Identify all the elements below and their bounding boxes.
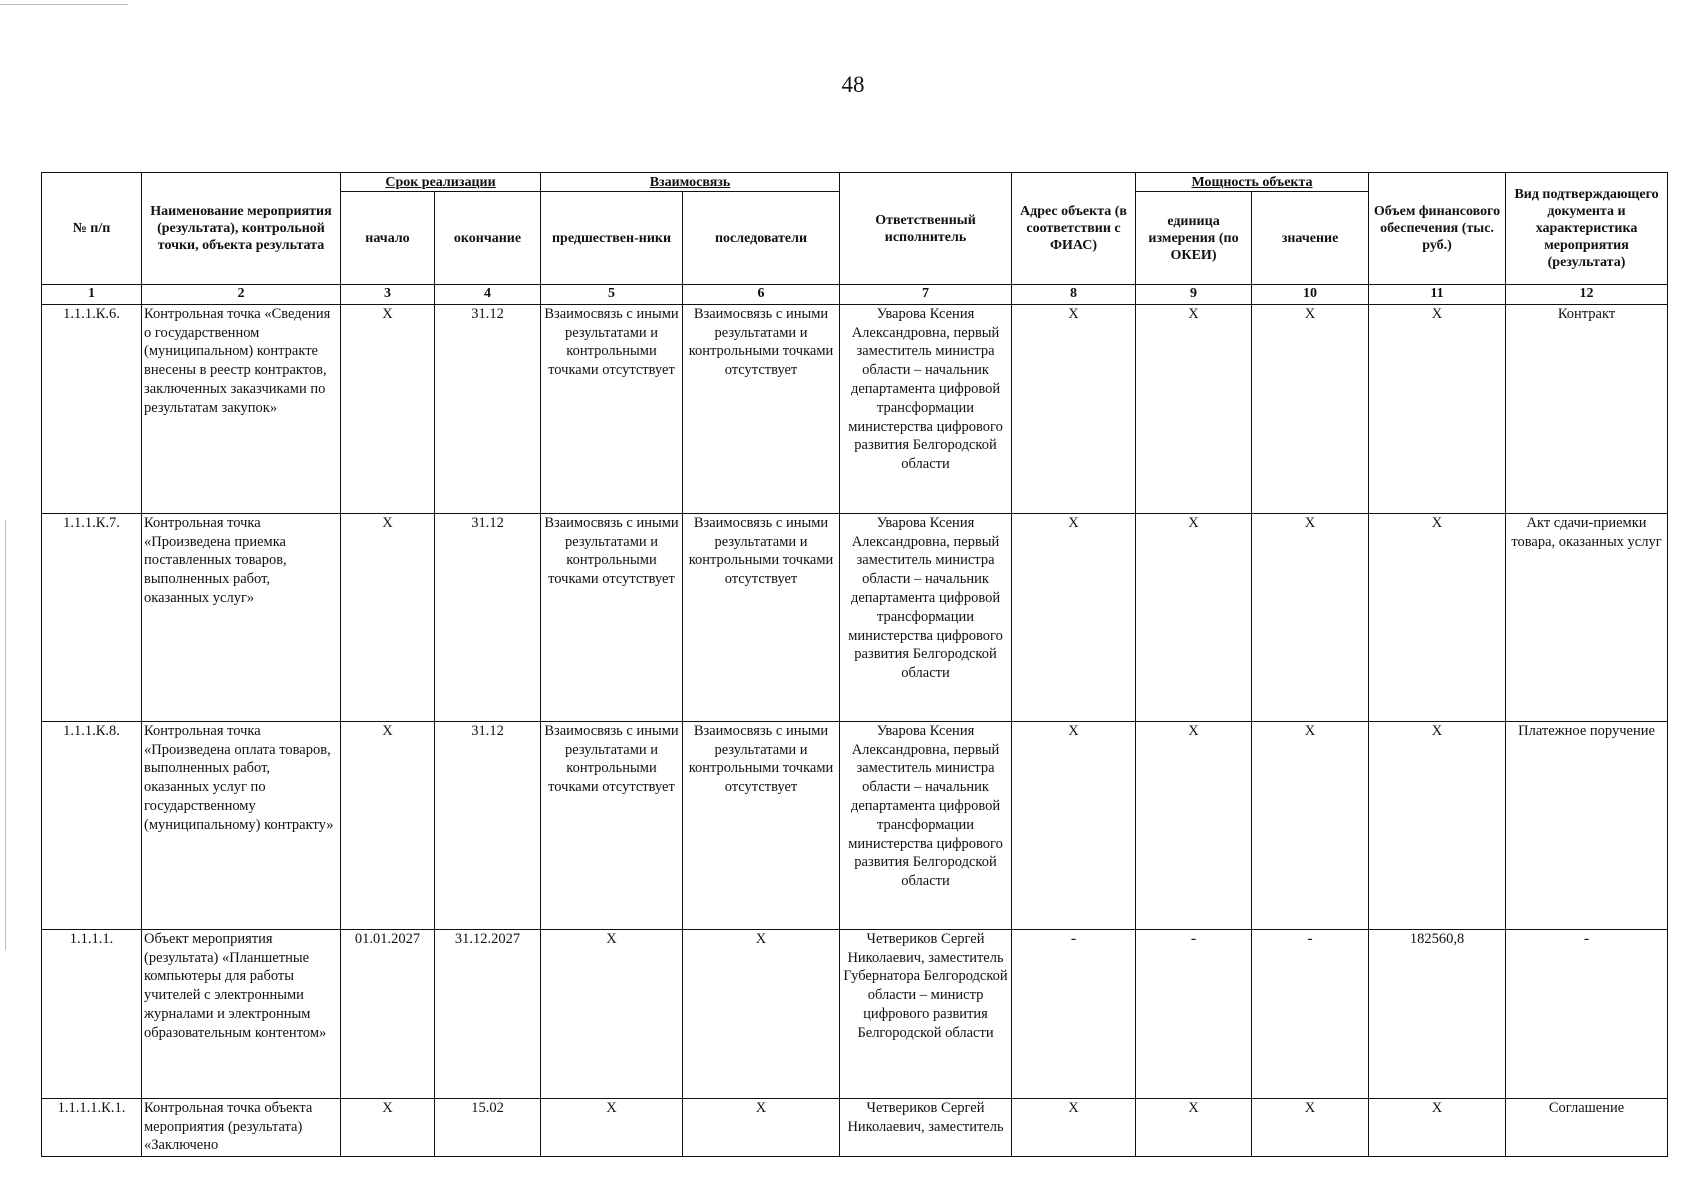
row-unit: X	[1136, 721, 1252, 929]
header-group-link: Взаимосвязь	[541, 173, 840, 192]
row-start: X	[341, 513, 435, 721]
table-row	[42, 304, 1668, 513]
row-unit: X	[1136, 513, 1252, 721]
row-value: X	[1252, 1098, 1369, 1156]
row-address: -	[1012, 929, 1136, 1098]
row-address: X	[1012, 513, 1136, 721]
margin-rule	[5, 520, 6, 950]
header-successors: последователи	[683, 192, 840, 285]
header-group-capacity: Мощность объекта	[1136, 173, 1369, 192]
header-finance: Объем финансового обеспечения (тыс. руб.)	[1369, 173, 1506, 285]
row-finance: X	[1369, 513, 1506, 721]
row-successors: X	[683, 1098, 840, 1156]
row-unit: X	[1136, 304, 1252, 513]
row-name: Контрольная точка «Произведена оплата товаров, выполненных работ, оказанных услуг по государственному (муниципальному) контракту»	[142, 721, 341, 929]
header-responsible: Ответственный исполнитель	[840, 173, 1012, 285]
row-predecessors: Взаимосвязь с иными результатами и контрольными точками отсутствует	[541, 513, 683, 721]
row-predecessors: X	[541, 1098, 683, 1156]
header-predecessors: предшествен-ники	[541, 192, 683, 285]
row-document: Платежное поручение	[1506, 721, 1668, 929]
plan-table	[41, 172, 1668, 1157]
row-end: 31.12	[435, 304, 541, 513]
column-number: 7	[840, 285, 1012, 305]
header-row-1	[42, 173, 1668, 192]
column-numbers-row	[42, 285, 1668, 305]
table-row	[42, 721, 1668, 929]
row-number: 1.1.1.К.6.	[42, 304, 142, 513]
row-name: Контрольная точка «Сведения о государственном (муниципальном) контракте внесены в реестр контрактов, заключенных заказчиками по результатам закупок»	[142, 304, 341, 513]
row-number: 1.1.1.К.7.	[42, 513, 142, 721]
row-successors: X	[683, 929, 840, 1098]
row-responsible: Четвериков Сергей Николаевич, заместитель Губернатора Белгородской области – министр цифрового развития Белгородской области	[840, 929, 1012, 1098]
row-start: X	[341, 304, 435, 513]
row-successors: Взаимосвязь с иными результатами и контрольными точками отсутствует	[683, 513, 840, 721]
header-num: № п/п	[42, 173, 142, 285]
row-unit: -	[1136, 929, 1252, 1098]
row-document: -	[1506, 929, 1668, 1098]
row-finance: X	[1369, 304, 1506, 513]
row-number: 1.1.1.1.К.1.	[42, 1098, 142, 1156]
column-number: 2	[142, 285, 341, 305]
column-number: 4	[435, 285, 541, 305]
row-finance: X	[1369, 721, 1506, 929]
row-document: Соглашение	[1506, 1098, 1668, 1156]
table-row	[42, 929, 1668, 1098]
column-number: 3	[341, 285, 435, 305]
column-number: 10	[1252, 285, 1369, 305]
column-number: 11	[1369, 285, 1506, 305]
row-finance: X	[1369, 1098, 1506, 1156]
row-successors: Взаимосвязь с иными результатами и контрольными точками отсутствует	[683, 721, 840, 929]
row-unit: X	[1136, 1098, 1252, 1156]
header-start: начало	[341, 192, 435, 285]
row-predecessors: Взаимосвязь с иными результатами и контрольными точками отсутствует	[541, 721, 683, 929]
column-number: 1	[42, 285, 142, 305]
header-document: Вид подтверждающего документа и характеристика мероприятия (результата)	[1506, 173, 1668, 285]
row-document: Контракт	[1506, 304, 1668, 513]
row-value: X	[1252, 513, 1369, 721]
row-address: X	[1012, 721, 1136, 929]
row-name: Контрольная точка «Произведена приемка поставленных товаров, выполненных работ, оказанных услуг»	[142, 513, 341, 721]
row-finance: 182560,8	[1369, 929, 1506, 1098]
header-group-period: Срок реализации	[341, 173, 541, 192]
column-number: 9	[1136, 285, 1252, 305]
header-unit: единица измерения (по ОКЕИ)	[1136, 192, 1252, 285]
row-address: X	[1012, 1098, 1136, 1156]
row-number: 1.1.1.К.8.	[42, 721, 142, 929]
row-end: 31.12	[435, 513, 541, 721]
header-name: Наименование мероприятия (результата), контрольной точки, объекта результата	[142, 173, 341, 285]
row-value: -	[1252, 929, 1369, 1098]
column-number: 12	[1506, 285, 1668, 305]
row-end: 31.12.2027	[435, 929, 541, 1098]
row-end: 15.02	[435, 1098, 541, 1156]
table-row	[42, 513, 1668, 721]
row-end: 31.12	[435, 721, 541, 929]
row-responsible: Уварова Ксения Александровна, первый заместитель министра области – начальник департамента цифровой трансформации министерства цифрового развития Белгородской области	[840, 304, 1012, 513]
row-start: X	[341, 721, 435, 929]
corner-mark	[0, 4, 128, 5]
row-value: X	[1252, 721, 1369, 929]
row-name: Объект мероприятия (результата) «Планшетные компьютеры для работы учителей с электронными журналами и электронным образовательным контентом»	[142, 929, 341, 1098]
header-value: значение	[1252, 192, 1369, 285]
column-number: 5	[541, 285, 683, 305]
table-row	[42, 1098, 1668, 1156]
page-number: 48	[841, 72, 865, 97]
row-predecessors: Взаимосвязь с иными результатами и контрольными точками отсутствует	[541, 304, 683, 513]
row-value: X	[1252, 304, 1369, 513]
header-address: Адрес объекта (в соответствии с ФИАС)	[1012, 173, 1136, 285]
column-number: 8	[1012, 285, 1136, 305]
row-address: X	[1012, 304, 1136, 513]
row-responsible: Уварова Ксения Александровна, первый заместитель министра области – начальник департамента цифровой трансформации министерства цифрового развития Белгородской области	[840, 513, 1012, 721]
row-successors: Взаимосвязь с иными результатами и контрольными точками отсутствует	[683, 304, 840, 513]
header-end: окончание	[435, 192, 541, 285]
row-start: X	[341, 1098, 435, 1156]
row-number: 1.1.1.1.	[42, 929, 142, 1098]
row-name: Контрольная точка объекта мероприятия (результата) «Заключено	[142, 1098, 341, 1156]
column-number: 6	[683, 285, 840, 305]
row-responsible: Уварова Ксения Александровна, первый заместитель министра области – начальник департамента цифровой трансформации министерства цифрового развития Белгородской области	[840, 721, 1012, 929]
row-document: Акт сдачи-приемки товара, оказанных услуг	[1506, 513, 1668, 721]
row-start: 01.01.2027	[341, 929, 435, 1098]
row-predecessors: X	[541, 929, 683, 1098]
row-responsible: Четвериков Сергей Николаевич, заместитель	[840, 1098, 1012, 1156]
